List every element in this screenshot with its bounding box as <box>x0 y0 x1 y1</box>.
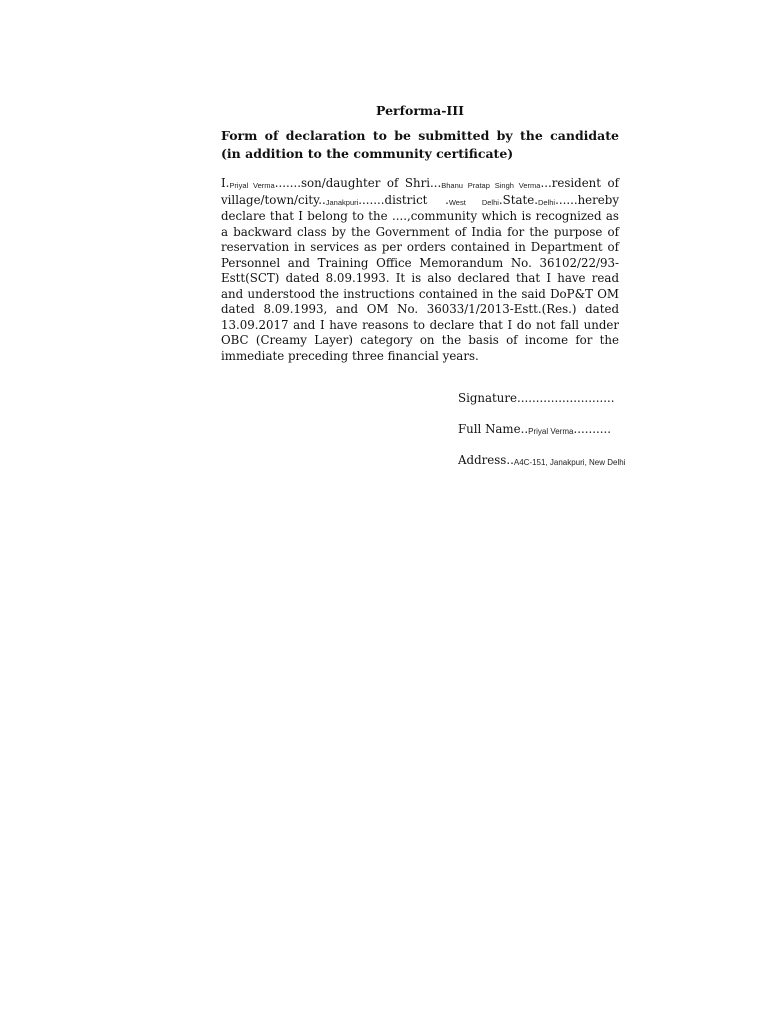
form-title: Performa-III <box>376 103 464 118</box>
signature-line: Signature.......................... <box>458 391 615 405</box>
full-name-line <box>458 422 611 436</box>
district-handwritten: West Delhi <box>448 197 499 207</box>
candidate-name-handwritten: Priyal Verma <box>229 181 275 190</box>
full-name-handwritten: Priyal Verma <box>528 427 574 436</box>
full-name-trail: .......... <box>573 422 611 436</box>
text-segment: ...resident of village/town/city.. <box>221 176 620 207</box>
text-segment: ......hereby declare that I belong to the ....,community which is recognized as a backward class by the Government of India for the purpose of reservation in services as per orders contained in Department of Personnel and Training Office Memorandum No. 36102/22/93-Estt(SCT) dated 8.09.1993. It is also declared that I have read and understood the instructions contained in the said DoP&T OM dated 8.09.1993, and OM No. 36033/1/2013-Estt.(Res.) dated 13.09.2017 and I have reasons to declare that I do not fall under OBC (Creamy Layer) category on the basis of income for the immediate preceding three financial years. <box>221 192 619 363</box>
form-heading: Form of declaration to be submitted by the candidate (in addition to the community certificate) <box>221 128 619 161</box>
text-segment: I. <box>221 176 230 190</box>
address-line <box>458 453 625 467</box>
declaration-paragraph <box>221 176 619 364</box>
full-name-label: Full Name.. <box>458 422 529 436</box>
text-segment: .......district . <box>358 192 449 207</box>
text-segment: .State. <box>498 192 538 207</box>
address-handwritten: A4C-151, Janakpuri, New Delhi <box>513 458 626 467</box>
address-label: Address.. <box>458 453 514 467</box>
city-handwritten: Janakpuri <box>325 197 359 207</box>
father-name-handwritten: Bhanu Pratap Singh Verma <box>441 181 541 190</box>
state-handwritten: Delhi <box>537 197 556 207</box>
text-segment: .......son/daughter of Shri... <box>274 176 442 190</box>
declaration-page <box>221 0 626 1024</box>
